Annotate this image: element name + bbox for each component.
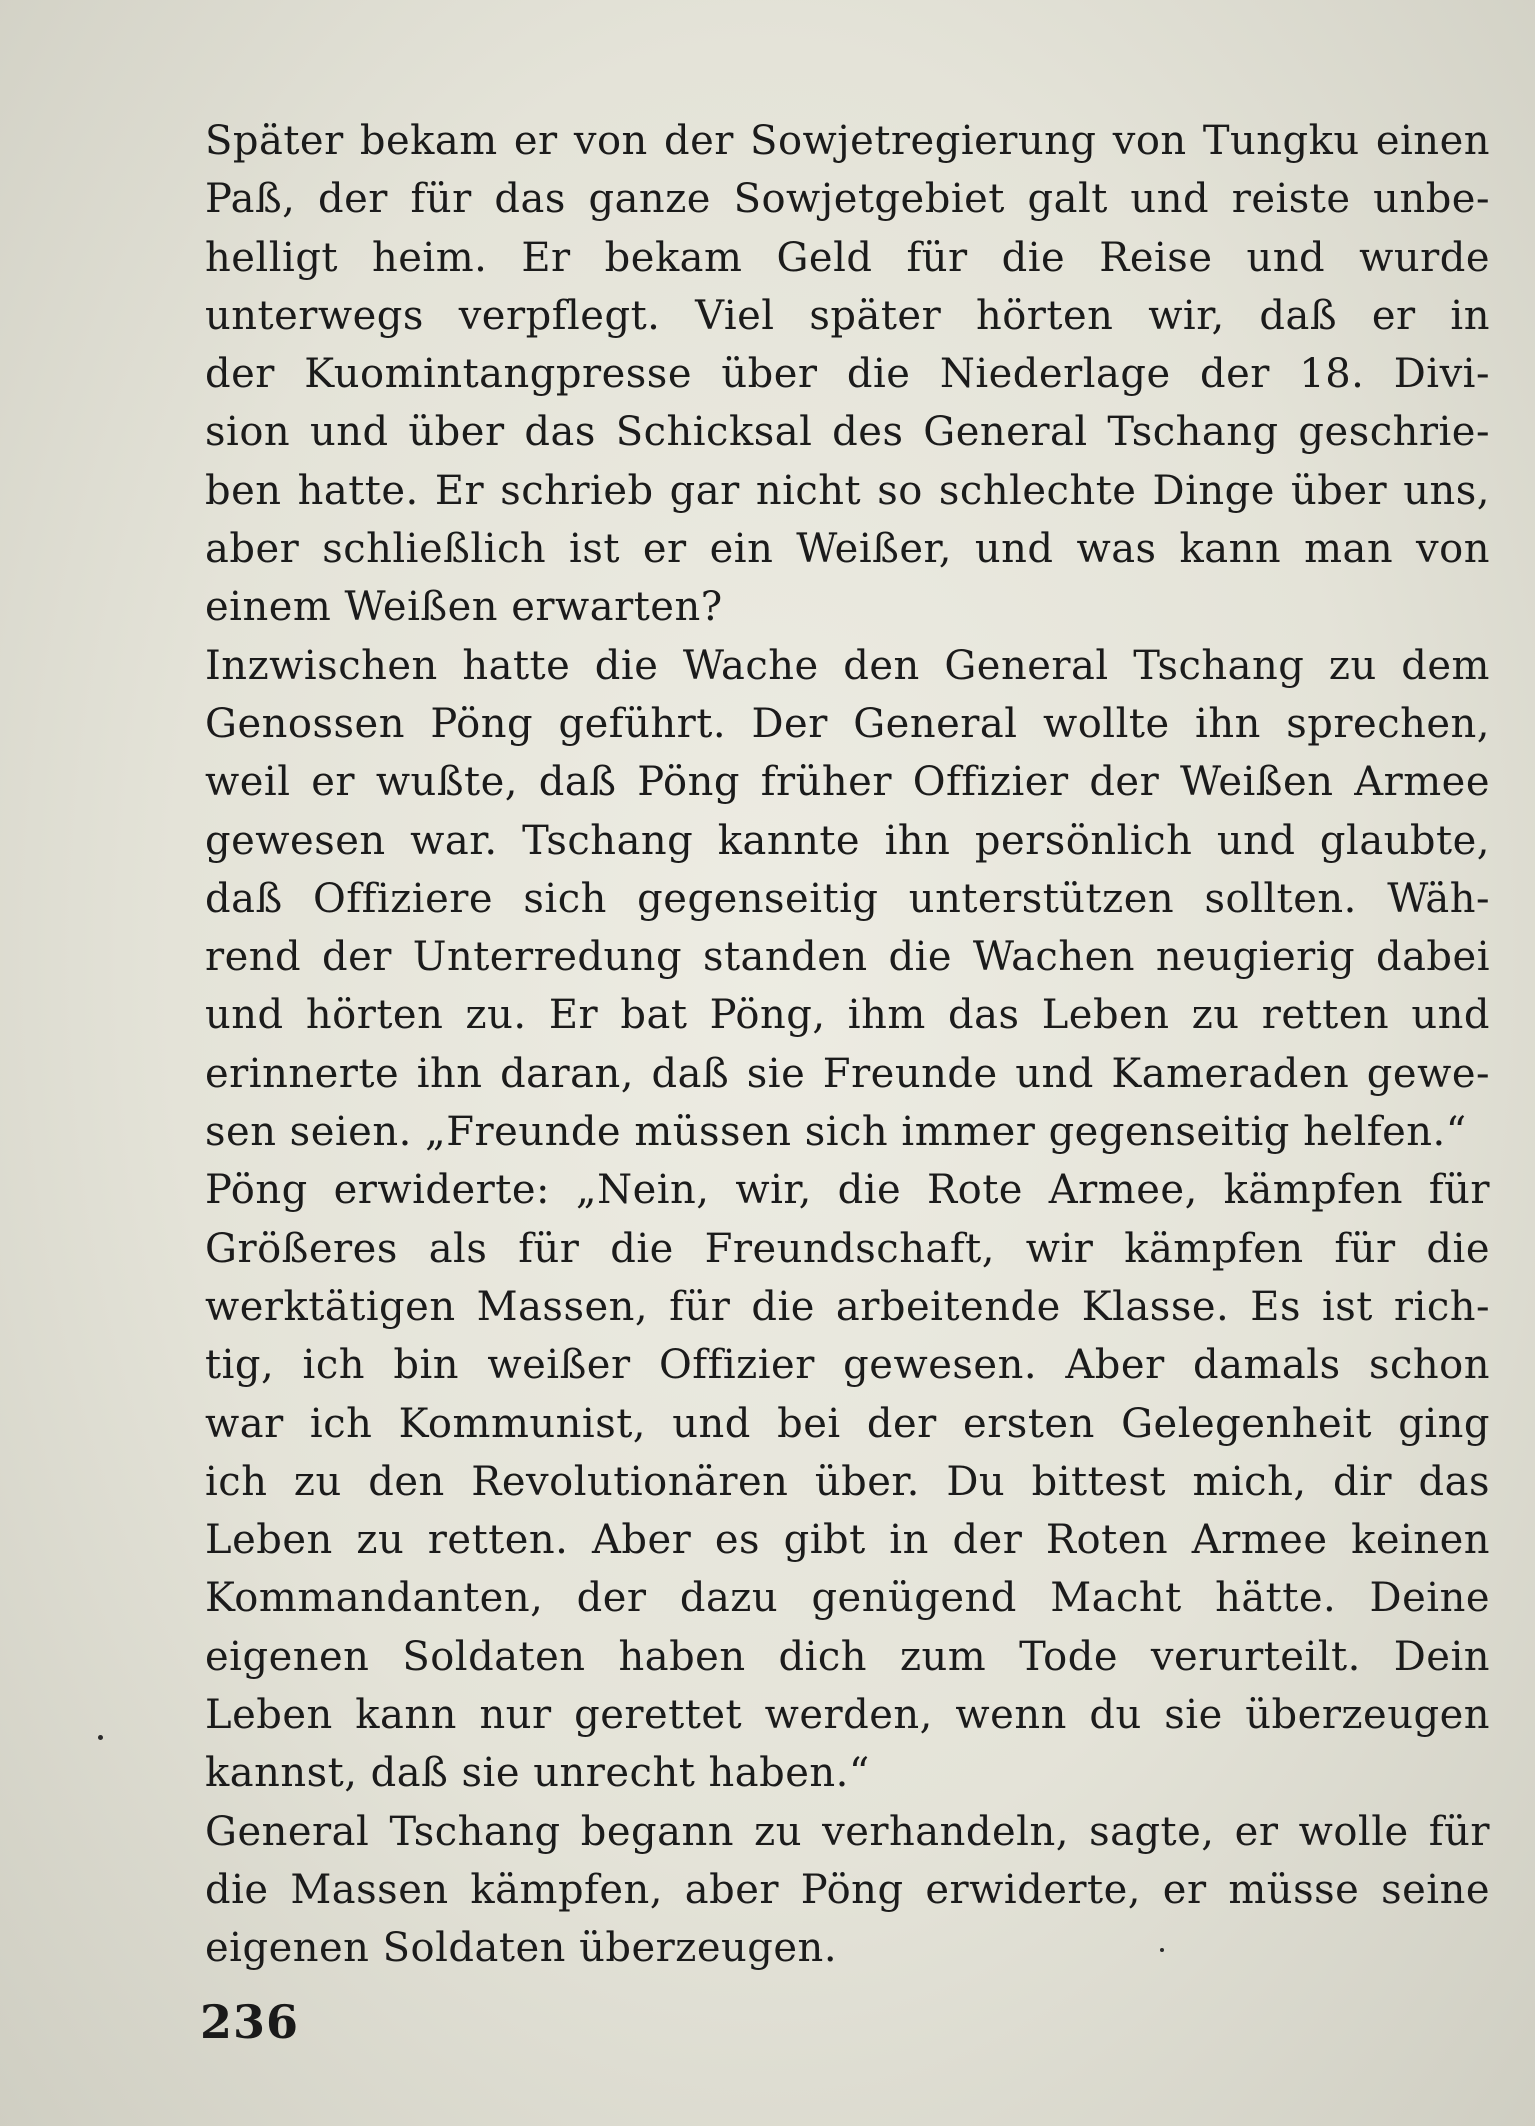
- body-text: [205, 112, 1490, 1978]
- text-line: helligt heim. Er bekam Geld für die Reise und wurde: [205, 234, 1490, 281]
- text-line: war ich Kommunist, und bei der ersten Gelegenheit ging: [205, 1400, 1490, 1447]
- text-line: ich zu den Revolutionären über. Du bittest mich, dir das: [205, 1458, 1490, 1505]
- text-line: Kommandanten, der dazu genügend Macht hätte. Deine: [205, 1575, 1490, 1622]
- text-line: General Tschang begann zu verhandeln, sagte, er wolle für: [205, 1808, 1490, 1855]
- text-line: weil er wußte, daß Pöng früher Offizier der Weißen Armee: [205, 759, 1490, 806]
- text-line: die Massen kämpfen, aber Pöng erwiderte, er müsse seine: [205, 1866, 1490, 1913]
- text-line: der Kuomintangpresse über die Niederlage der 18. Divi-: [205, 351, 1490, 398]
- text-line: Pöng erwiderte: „Nein, wir, die Rote Armee, kämpfen für: [205, 1167, 1490, 1214]
- text-line: kannst, daß sie unrecht haben.“: [205, 1750, 870, 1797]
- text-line: einem Weißen erwarten?: [205, 584, 723, 631]
- text-line: eigenen Soldaten haben dich zum Tode verurteilt. Dein: [205, 1633, 1490, 1680]
- text-line: Leben zu retten. Aber es gibt in der Roten Armee keinen: [205, 1517, 1490, 1564]
- text-line: sen seien. „Freunde müssen sich immer gegenseitig helfen.“: [205, 1109, 1467, 1156]
- text-line: daß Offiziere sich gegenseitig unterstützen sollten. Wäh-: [205, 875, 1490, 922]
- text-line: ben hatte. Er schrieb gar nicht so schlechte Dinge über uns,: [205, 467, 1490, 514]
- text-line: werktätigen Massen, für die arbeitende Klasse. Es ist rich-: [205, 1283, 1490, 1330]
- text-line: tig, ich bin weißer Offizier gewesen. Aber damals schon: [205, 1342, 1490, 1389]
- text-line: eigenen Soldaten überzeugen.: [205, 1925, 838, 1972]
- text-line: Später bekam er von der Sowjetregierung von Tungku einen: [205, 118, 1490, 164]
- text-line: aber schließlich ist er ein Weißer, und was kann man von: [205, 526, 1490, 573]
- text-line: gewesen war. Tschang kannte ihn persönlich und glaubte,: [205, 817, 1490, 864]
- text-line: Genossen Pöng geführt. Der General wollte ihn sprechen,: [205, 700, 1490, 747]
- text-line: und hörten zu. Er bat Pöng, ihm das Leben zu retten und: [205, 992, 1490, 1039]
- print-speck: [1160, 1948, 1164, 1952]
- print-speck: [98, 1735, 103, 1740]
- text-line: Inzwischen hatte die Wache den General Tschang zu dem: [205, 642, 1490, 689]
- text-line: Leben kann nur gerettet werden, wenn du sie überzeugen: [205, 1692, 1490, 1739]
- text-line: Paß, der für das ganze Sowjetgebiet galt und reiste unbe-: [205, 176, 1490, 223]
- text-line: unterwegs verpflegt. Viel später hörten wir, daß er in: [205, 292, 1490, 339]
- page-number: 236: [200, 1995, 300, 2049]
- text-line: erinnerte ihn daran, daß sie Freunde und Kameraden gewe-: [205, 1050, 1490, 1097]
- text-line: rend der Unterredung standen die Wachen neugierig dabei: [205, 934, 1490, 981]
- text-line: Größeres als für die Freundschaft, wir kämpfen für die: [205, 1225, 1490, 1272]
- text-line: sion und über das Schicksal des General Tschang geschrie-: [205, 409, 1490, 456]
